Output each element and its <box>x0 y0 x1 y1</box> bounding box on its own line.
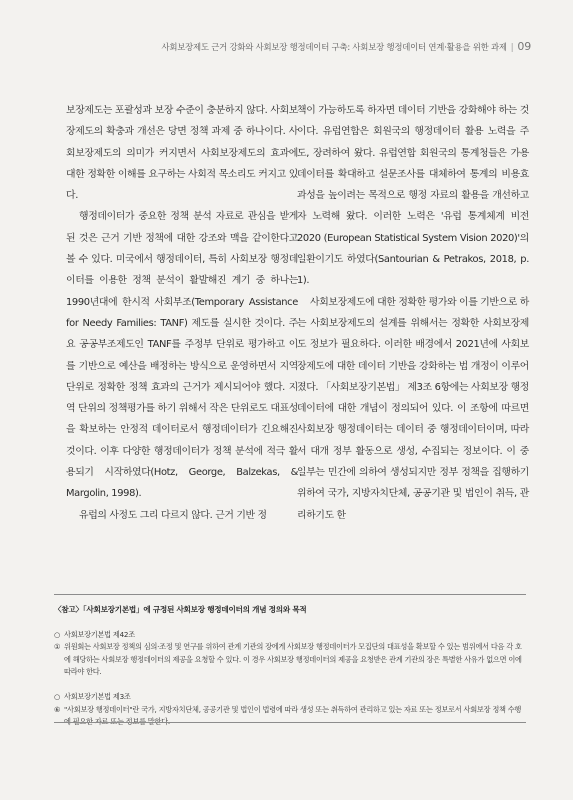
paragraph: 행정데이터가 중요한 정책 분석 자료로 관심을 받게 된 것은 근거 기반 정책에 대한 강조와 맥을 같이한다고 볼 수 있다. 미국에서 행정데이터, 특히 사회보장 행정데이터를 이용한 정책 분석이 활발해진 계기 중 하나는 1990년대에 한시적 사회부조(Temporary Assistance for Needy Families: TANF) 제도를 실시한 것이다. 주요 공공부조제도인 TANF를 주정부 단위로 평가하고 이를 기반으로 예산을 배정하는 방식으로 운영하면서 지역 단위로 정확한 정책 효과의 근거가 제시되어야 했다. 지역 단위의 정책평가를 하기 위해서 작은 단위로도 대표성을 확보하는 안정적 데이터로서 행정데이터가 긴요해진 것이다. 이후 다양한 행정데이터가 정책 분석에 적극 활용되기 시작하였다(Hotz, George, Balzekas, & Margolin, 1998). <box>66 211 298 500</box>
paragraph: 사회보장제도에 대한 정확한 평가와 이를 기반으로 하는 사회보장제도의 설계를 위해서는 정확한 사회보장제도 정보가 필요하다. 이러한 배경에서 2021년에 사회보장제도에 대한 데이터 기반을 강화하는 법 개정이 이루어졌다. 「사회보장기본법」 제3조 6항에는 사회보장 행정데이터에 대한 개념이 정의되어 있다. 이 조항에 따르면 사회보장 행정데이터는 데이터 중 행정데이터이며, 따라서 대개 정부 활동으로 생성, 수집되는 정보이다. 이 중 일부는 민간에 의하여 생성되지만 정부 정책을 집행하기 위하여 국가, 지방자치단체, 공공기관 및 법인이 취득, 관리하기도 한 <box>297 296 529 521</box>
paragraph: 책이 가능하도록 하자면 데이터 기반을 강화해야 하는 것이다. 유럽연합은 회원국의 행정데이터 활용 노력을 주도, 장려하여 왔다. 유럽연합 회원국의 통계청들은 가용 데이터를 확대하고 설문조사를 대체하여 통계의 비용효과성을 높이려는 목적으로 행정 자료의 활용을 개선하고자 노력해 왔다. 이러한 노력은 '유럽 통계체계 비전 2020 (European Statistical System Vision 2020)'의 일환이기도 하였다(Santourian & Petrakos, 2018, p. 1). <box>297 105 529 287</box>
page-number: 09 <box>517 40 531 53</box>
law-article-item <box>54 691 526 729</box>
article-reference: 사회보장기본법 제3조 <box>64 691 131 701</box>
running-title: 사회보장제도 근거 강화와 사회보장 행정데이터 구축: 사회보장 행정데이터 연계·활용을 위한 과제 <box>161 42 507 52</box>
circle-bullet: ○ <box>54 691 61 701</box>
paragraph-number: ① <box>54 642 61 652</box>
article-text: 위원회는 사회보장 정책의 심의·조정 및 연구를 위하여 관계 기관의 장에게 사회보장 행정데이터가 모집단의 대표성을 확보할 수 있는 범위에서 다음 각 호에 해당하는 사회보장 행정데이터의 제공을 요청할 수 있다. 이 경우 사회보장 행정데이터의 제공을 요청받은 관계 기관의 장은 특별한 사유가 없으면 이에 따라야 한다. <box>64 642 522 677</box>
right-column <box>297 100 529 526</box>
box-bottom-rule <box>54 722 526 723</box>
header-separator: | <box>510 42 514 52</box>
article-text: "사회보장 행정데이터"란 국가, 지방자치단체, 공공기관 및 법인이 법령에 따라 생성 또는 취득하여 관리하고 있는 자료 또는 정보로서 사회보장 정책 수행에 필요한 자료 또는 정보를 말한다. <box>64 704 522 727</box>
paragraph: 보장제도는 포괄성과 보장 수준이 충분하지 않다. 사회보장제도의 확충과 개선은 당면 정책 과제 중 하나이다. 사회보장제도의 의미가 커지면서 사회보장제도의 효과에 대한 정확한 이해를 요구하는 사회적 목소리도 커지고 있다. <box>66 105 298 202</box>
running-header <box>161 40 531 53</box>
reference-box <box>54 594 526 727</box>
article-reference: 사회보장기본법 제42조 <box>64 629 135 639</box>
law-article-item <box>54 629 526 679</box>
paragraph: 유럽의 사정도 그리 다르지 않다. 근거 기반 정 <box>79 509 267 521</box>
circle-bullet: ○ <box>54 629 61 639</box>
reference-box-title: 〈참고〉「사회보장기본법」에 규정된 사회보장 행정데이터의 개념 정의와 목적 <box>54 605 307 614</box>
paragraph-number: ⑥ <box>54 704 61 714</box>
left-column <box>66 100 298 526</box>
